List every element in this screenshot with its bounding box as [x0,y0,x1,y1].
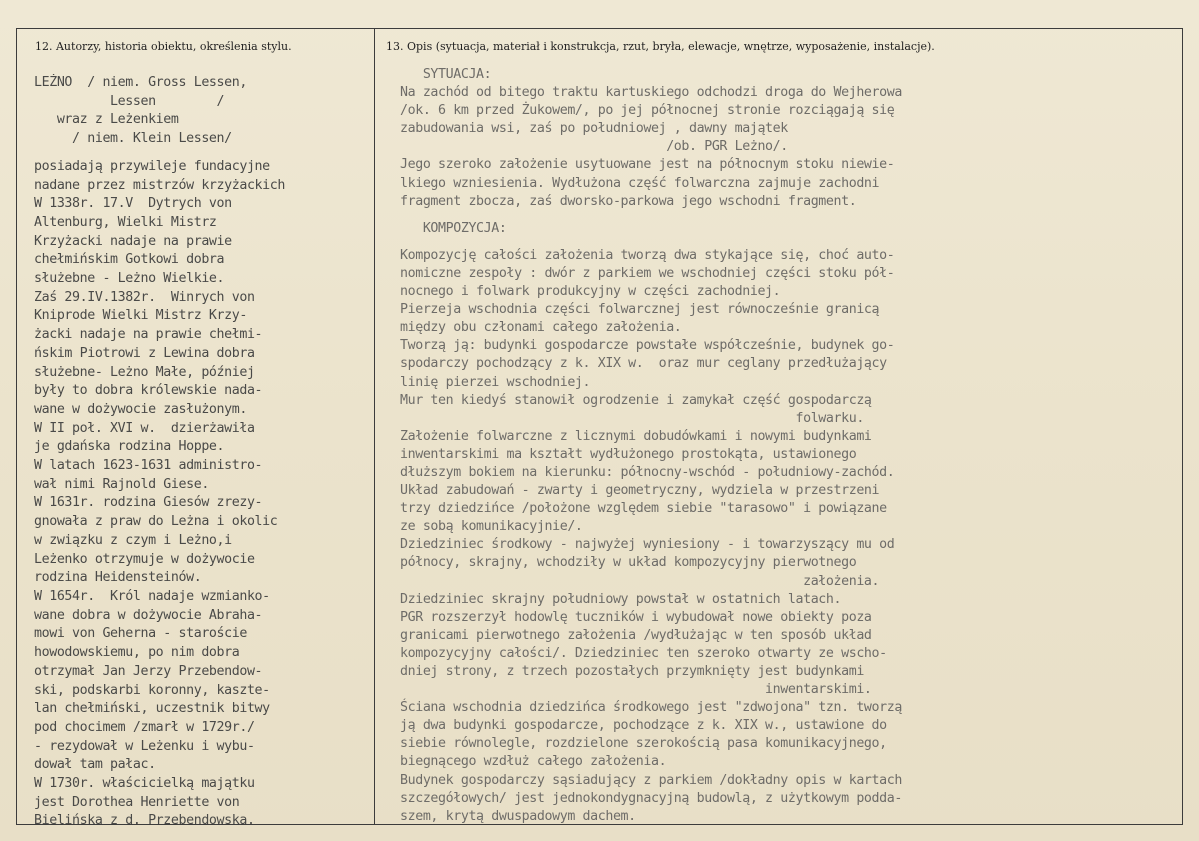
description-line: między obu członami całego założenia. [400,320,682,336]
description-line: Ściana wschodnia dziedzińca środkowego jest "zdwojona" tzn. tworzą [400,700,902,716]
history-line: wane w dożywocie zasłużonym. [34,401,247,417]
description-line: Tworzą ją: budynki gospodarcze powstałe współcześnie, budynek go- [400,338,895,354]
history-line: Leżenko otrzymuje w dożywocie [34,551,255,567]
description-line: inwentarskimi. [400,682,872,698]
description-line: dniej strony, z trzech pozostałych przymknięty jest budynkami [400,664,864,679]
description-line: Kompozycję całości założenia tworzą dwa stykające się, choć auto- [400,247,895,263]
description-line: Pierzeja wschodnia części folwarcznej jest równocześnie granicą [400,302,880,318]
description-line: zabudowania wsi, zaś po południowej , dawny majątek [400,121,788,137]
history-line: lan chełmiński, uczestnik bitwy [34,701,270,717]
history-line: nadane przez mistrzów krzyżackich [34,177,285,193]
description-line: Założenie folwarczne z licznymi dobudówkami i nowymi budynkami [400,428,872,444]
history-line: LEŻNO / niem. Gross Lessen, [34,75,247,90]
description-line: granicami pierwotnego założenia /wydłużając w ten sposób układ [400,627,872,643]
description-line: dłuższym bokiem na kierunku: północny-wschód - południowy-zachód. [400,464,895,480]
description-line: północy, skrajny, wchodziły w układ kompozycyjny pierwotnego [400,555,857,571]
description-line: folwarku. [400,410,864,426]
description-line: założenia. [400,573,880,589]
history-line: je gdańska rodzina Hoppe. [34,439,225,455]
description-line: PGR rozszerzył hodowlę tuczników i wybudował nowe obiekty poza [400,609,872,625]
history-line: mowi von Geherna - staroście [34,626,247,642]
description-line: linię pierzei wschodniej. [400,374,591,390]
history-line: żacki nadaje na prawie chełmi- [34,327,263,343]
history-line: Lessen / [34,93,225,109]
history-line: / niem. Klein Lessen/ [34,131,232,147]
history-line: - rezydował w Leżenku i wybu- [34,738,255,754]
history-line: wane dobra w dożywocie Abraha- [34,607,263,623]
history-line: gnowała z praw do Leżna i okolic [34,514,278,530]
description-line: spodarczy pochodzący z k. XIX w. oraz mur ceglany przedłużający [400,356,887,372]
history-line: dował tam pałac. [34,757,156,773]
description-line: trzy dziedzińce /położone względem siebie "tarasowo" i powiązane [400,501,887,517]
history-line: wraz z Leżenkiem [34,112,179,128]
section-13-header: 13. Opis (sytuacja, materiał i konstrukcja, rzut, bryła, elewacje, wnętrze, wyposażenie, instalacje). [386,40,935,53]
description-line: Układ zabudowań - zwarty i geometryczny, wydziela w przestrzeni [400,483,880,499]
history-line: W 1654r. Król nadaje wzmianko- [34,588,270,604]
column-divider [374,28,375,825]
description-line: Na zachód od bitego traktu kartuskiego odchodzi droga do Wejherowa [400,85,902,101]
history-line: Krzyżacki nadaje na prawie [34,233,232,249]
history-line [34,149,374,158]
history-line: Altenburg, Wielki Mistrz [34,214,217,230]
section-12-header: 12. Autorzy, historia obiektu, określenia stylu. [35,40,292,53]
description-line: ze sobą komunikacyjnie/. [400,519,583,535]
history-line: W 1631r. rodzina Giesów zrezy- [34,495,263,511]
history-line: posiadają przywileje fundacyjne [34,158,270,174]
description-line: Jego szeroko założenie usytuowane jest na północnym stoku niewie- [400,157,895,173]
history-text [34,74,374,831]
history-line: rodzina Heidensteinów. [34,570,202,586]
description-line: SYTUACJA: [400,67,492,82]
history-line: jest Dorothea Henriette von [34,794,240,810]
description-line: /ob. PGR Leżno/. [400,139,788,155]
description-line: kompozycyjny całości/. Dziedziniec ten szeroko otwarty ze wscho- [400,645,887,661]
description-line: lkiego wzniesienia. Wydłużona część folwarczna zajmuje zachodni [400,175,880,191]
history-line: W 1338r. 17.V Dytrych von [34,196,232,212]
description-line: fragment zbocza, zaś dworsko-parkowa jego wschodni fragment. [400,193,857,209]
history-line: Zaś 29.IV.1382r. Winrych von [34,289,255,305]
history-line: Kniprode Wielki Mistrz Krzy- [34,308,247,324]
history-line: chełmińskim Gotkowi dobra [34,252,225,268]
description-line: szczegółowych/ jest jednokondygnacyjną budowlą, z użytkowym podda- [400,790,902,806]
history-line: pod chocimem /zmarł w 1729r./ [34,719,255,735]
history-line: W latach 1623-1631 administro- [34,458,263,474]
description-line: nomiczne zespoły : dwór z parkiem we wschodniej części stoku pół- [400,265,895,281]
description-line [400,238,1170,247]
description-line: /ok. 6 km przed Żukowem/, po jej północnej stronie rozciągają się [400,103,895,119]
history-line: ńskim Piotrowi z Lewina dobra [34,345,255,361]
history-line: otrzymał Jan Jerzy Przebendow- [34,663,263,679]
description-line: KOMPOZYCJA: [400,220,507,236]
description-line: Dziedziniec skrajny południowy powstał w ostatnich latach. [400,591,842,607]
description-line [400,211,1170,220]
history-line: Bielińska z d. Przebendowska. [34,813,255,829]
history-line: W II poł. XVI w. dzierżawiła [34,420,255,436]
history-line: ski, podskarbi koronny, kaszte- [34,682,270,698]
history-line: W 1730r. właścicielką majątku [34,776,255,792]
history-line: w związku z czym i Leżno,i [34,532,232,548]
description-line: szem, krytą dwuspadowym dachem. [400,808,636,824]
description-line: Dziedziniec środkowy - najwyżej wyniesiony - i towarzyszący mu od [400,537,895,553]
history-line: służebne - Leżno Wielkie. [34,271,225,287]
description-line: inwentarskimi ma kształt wydłużonego prostokąta, ustawionego [400,446,857,462]
description-line: ją dwa budynki gospodarcze, pochodzące z k. XIX w., ustawione do [400,718,887,734]
description-text [400,66,1170,826]
history-line: były to dobra królewskie nada- [34,383,263,399]
description-line: siebie równolegle, rozdzielone szerokością pasa komunikacyjnego, [400,736,887,752]
description-line: Budynek gospodarczy sąsiadujący z parkiem /dokładny opis w kartach [400,772,902,788]
description-line: biegnącego wzdłuż całego założenia. [400,754,667,770]
history-line: wał nimi Rajnold Giese. [34,476,209,492]
history-line: howodowskiemu, po nim dobra [34,645,240,661]
description-line: Mur ten kiedyś stanowił ogrodzenie i zamykał część gospodarczą [400,392,872,408]
description-line: nocnego i folwark produkcyjny w części zachodniej. [400,284,781,300]
history-line: służebne- Leżno Małe, później [34,364,255,380]
